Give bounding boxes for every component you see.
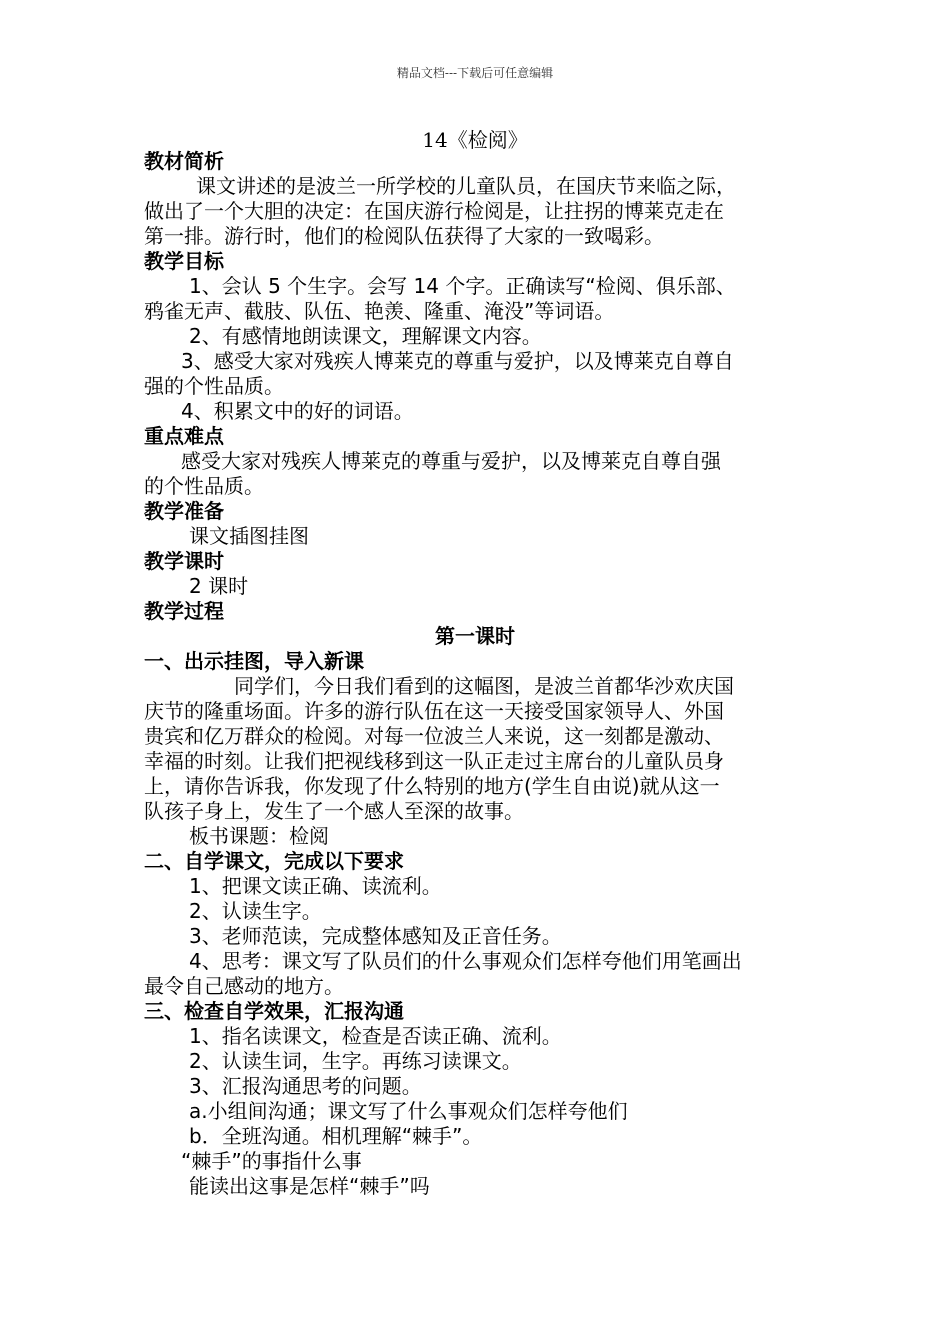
objective-line: 鸦雀无声、截肢、队伍、艳羡、隆重、淹没”等词语。 xyxy=(144,299,615,323)
section-heading-2: 二、自学课文，完成以下要求 xyxy=(144,849,404,873)
paragraph-line: 第一排。游行时，他们的检阅队伍获得了大家的一致喝彩。 xyxy=(144,224,664,248)
list-item: 1、指名读课文，检查是否读正确、流利。 xyxy=(189,1024,562,1048)
paragraph-line: 板书课题：检阅 xyxy=(189,824,329,848)
objective-line: 强的个性品质。 xyxy=(144,374,284,398)
section-heading-1: 一、出示挂图，导入新课 xyxy=(144,649,364,673)
heading-preparation: 教学准备 xyxy=(144,499,224,523)
list-item: 4、思考：课文写了队员们的什么事观众们怎样夸他们用笔画出 xyxy=(189,949,742,973)
page-header: 精品文档---下载后可任意编辑 xyxy=(396,66,554,80)
paragraph-line: 贵宾和亿万群众的检阅。对每一位波兰人来说，这一刻都是激动、 xyxy=(144,724,724,748)
list-item: a.小组间沟通；课文写了什么事观众们怎样夸他们 xyxy=(189,1099,628,1123)
list-item: 能读出这事是怎样“棘手”吗 xyxy=(189,1174,430,1198)
paragraph-line: 课文讲述的是波兰一所学校的儿童队员，在国庆节来临之际， xyxy=(196,174,736,198)
paragraph-line: 庆节的隆重场面。许多的游行队伍在这一天接受国家领导人、外国 xyxy=(144,699,724,723)
heading-class-hours: 教学课时 xyxy=(144,549,224,573)
objective-line: 4、积累文中的好的词语。 xyxy=(181,399,414,423)
objective-line: 2、有感情地朗读课文，理解课文内容。 xyxy=(189,324,542,348)
list-item: 2、认读生词，生字。再练习读课文。 xyxy=(189,1049,522,1073)
heading-first-lesson: 第一课时 xyxy=(435,624,515,648)
paragraph-line: 幸福的时刻。让我们把视线移到这一队正走过主席台的儿童队员身 xyxy=(144,749,724,773)
paragraph-line: 2 课时 xyxy=(189,574,249,598)
list-item: 2、认读生字。 xyxy=(189,899,322,923)
paragraph-line: 课文插图挂图 xyxy=(189,524,309,548)
heading-objectives: 教学目标 xyxy=(144,249,224,273)
list-item: 1、把课文读正确、读流利。 xyxy=(189,874,442,898)
lesson-title: 14《检阅》 xyxy=(422,128,528,152)
list-item: b．全班沟通。相机理解“棘手”。 xyxy=(189,1124,483,1148)
objective-line: 3、感受大家对残疾人博莱克的尊重与爱护，以及博莱克自尊自 xyxy=(181,349,734,373)
heading-process: 教学过程 xyxy=(144,599,224,623)
paragraph-line: 感受大家对残疾人博莱克的尊重与爱护，以及博莱克自尊自强 xyxy=(181,449,721,473)
objective-line: 1、会认 5 个生字。会写 14 个字。正确读写“检阅、俱乐部、 xyxy=(189,274,736,298)
list-item: “棘手”的事指什么事 xyxy=(181,1149,362,1173)
list-item: 3、汇报沟通思考的问题。 xyxy=(189,1074,422,1098)
paragraph-line: 队孩子身上，发生了一个感人至深的故事。 xyxy=(144,799,524,823)
paragraph-line: 同学们，今日我们看到的这幅图，是波兰首都华沙欢庆国 xyxy=(234,674,734,698)
section-heading-3: 三、检查自学效果，汇报沟通 xyxy=(144,999,404,1023)
list-item: 最令自己感动的地方。 xyxy=(144,974,344,998)
list-item: 3、老师范读，完成整体感知及正音任务。 xyxy=(189,924,562,948)
paragraph-line: 上，请你告诉我，你发现了什么特别的地方(学生自由说)就从这一 xyxy=(144,774,720,798)
heading-material-analysis: 教材简析 xyxy=(144,149,224,173)
paragraph-line: 做出了一个大胆的决定：在国庆游行检阅是，让拄拐的博莱克走在 xyxy=(144,199,724,223)
heading-key-points: 重点难点 xyxy=(144,424,224,448)
paragraph-line: 的个性品质。 xyxy=(144,474,264,498)
